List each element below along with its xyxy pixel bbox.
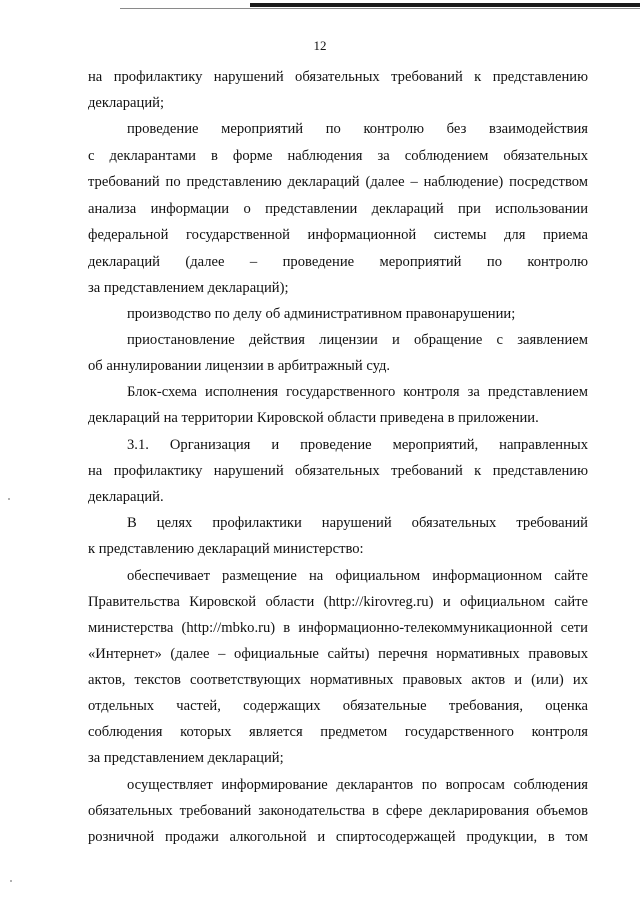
text-line: за представлением деклараций; — [88, 750, 284, 766]
text-line: осуществляет информирование декларантов по вопросам соблюдения — [127, 777, 588, 793]
text-line: анализа информации о представлении деклараций при использовании — [88, 201, 588, 217]
text-line: требований по представлению деклараций (далее – наблюдение) посредством — [88, 174, 588, 190]
text-line: к представлению деклараций министерство: — [88, 541, 364, 557]
text-line: деклараций. — [88, 489, 164, 505]
text-line: об аннулировании лицензии в арбитражный суд. — [88, 358, 391, 374]
page-number: 12 — [313, 38, 327, 53]
text-line: за представлением деклараций); — [88, 280, 289, 296]
scan-top-edge-line — [250, 3, 640, 7]
text-line: розничной продажи алкогольной и спиртосодержащей продукции, в том — [88, 829, 588, 845]
text-line: В целях профилактики нарушений обязательных требований — [127, 515, 588, 531]
text-line: деклараций; — [88, 95, 165, 111]
text-line: обязательных требований законодательства в сфере декларирования объемов — [88, 803, 588, 819]
text-line: федеральной государственной информационной системы для приема — [88, 227, 588, 243]
text-line: на профилактику нарушений обязательных требований к представлению — [88, 463, 588, 479]
text-line: деклараций (далее – проведение мероприятий по контролю — [88, 254, 588, 270]
text-line: министерства (http://mbko.ru) в информационно-телекоммуникационной сети — [88, 620, 588, 636]
text-line: обеспечивает размещение на официальном информационном сайте — [127, 568, 588, 584]
text-line: «Интернет» (далее – официальные сайты) перечня нормативных правовых — [88, 646, 588, 662]
section-heading-3-1: 3.1. Организация и проведение мероприятий, направленных — [127, 437, 588, 453]
text-line: с декларантами в форме наблюдения за соблюдением обязательных — [88, 148, 588, 164]
text-line: Блок-схема исполнения государственного контроля за представлением — [127, 384, 588, 400]
text-line: проведение мероприятий по контролю без взаимодействия — [127, 121, 588, 137]
text-line: приостановление действия лицензии и обращение с заявлением — [127, 332, 588, 348]
text-line: соблюдения которых является предметом государственного контроля — [88, 724, 588, 740]
text-line: отдельных частей, содержащих обязательные требования, оценка — [88, 698, 588, 714]
scan-top-edge-shadow — [120, 8, 640, 9]
text-line: производство по делу об административном правонарушении; — [127, 306, 516, 322]
scan-speck — [8, 498, 10, 500]
scan-speck — [10, 880, 12, 882]
text-line: актов, текстов соответствующих нормативных правовых актов и (или) их — [88, 672, 588, 688]
text-line: на профилактику нарушений обязательных требований к представлению — [88, 69, 588, 85]
text-line: деклараций на территории Кировской области приведена в приложении. — [88, 410, 539, 426]
text-line: Правительства Кировской области (http://kirovreg.ru) и официальном сайте — [88, 594, 588, 610]
